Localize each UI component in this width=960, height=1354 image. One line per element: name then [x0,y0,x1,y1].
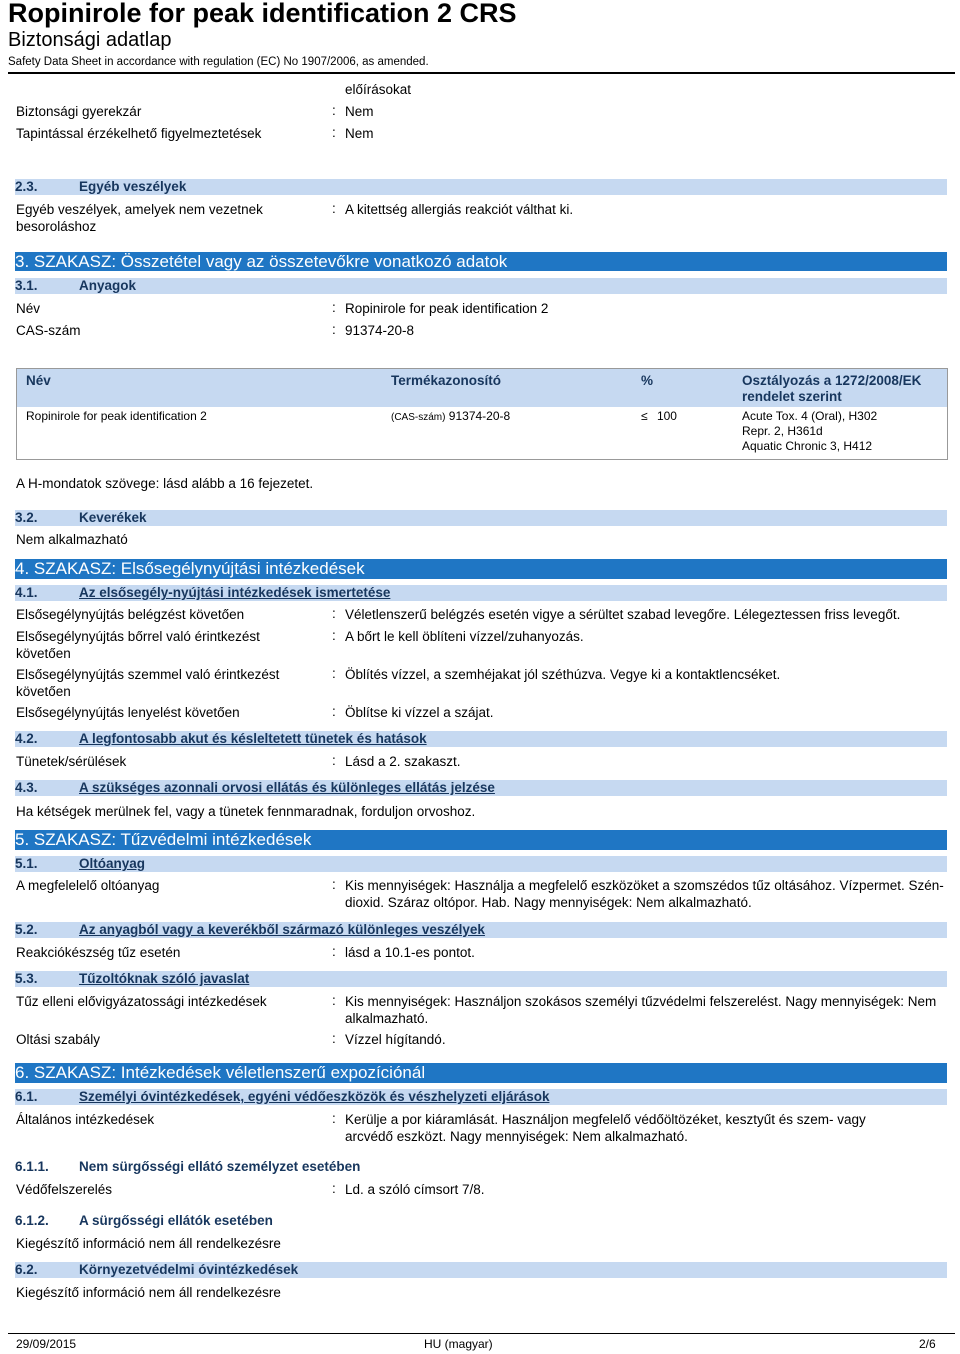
field-value: Kis mennyiségek: Használjon szokásos személyi tűzvédelmi felszerelést. Nagy mennyiségek: Nem alkalmazható. [345,994,937,1026]
section-title: 5. SZAKASZ: Tűzvédelmi intézkedések [15,830,312,849]
document-title: Ropinirole for peak identification 2 CRS [8,0,517,28]
colon: : [332,125,336,140]
subsection-title: Tűzoltóknak szóló javaslat [79,971,250,986]
field-value: A kitettség allergiás reakciót válthat ki. [345,202,574,217]
id-value: 91374-20-8 [448,409,511,423]
subsection-title: Keverékek [79,510,147,525]
subsection-3-1-header [15,278,947,294]
field-value: Kis mennyiségek: Használja a megfelelő eszközöket a szomszédos tűz oltásához. Vízpermet. Szén-dioxid. Száraz oltópor. Hab. Nagy mennyiségek: Nem alkalmazható. [345,878,944,910]
percent-symbol: ≤ [641,409,648,423]
field-label: Biztonsági gyerekzár [16,104,142,119]
subsection-text: Kiegészítő információ nem áll rendelkezésre [16,1285,281,1300]
field-label: Védőfelszerelés [16,1182,113,1197]
table-cell-percent [641,409,677,424]
table-cell-class: Acute Tox. 4 (Oral), H302 [742,409,878,423]
section-title: 6. SZAKASZ: Intézkedések véletlenszerű expozíciónál [15,1063,426,1082]
subsection-title: Az elsősegély-nyújtási intézkedések ismertetése [79,585,391,600]
field-value: Véletlenszerű belégzés esetén vigye a sérültet szabad levegőre. Lélegeztessen friss levegőt. [345,607,901,622]
h-statements-note: A H-mondatok szövege: lásd alább a 16 fejezetet. [16,476,314,491]
subsection-5-2-header [15,922,947,938]
field-label: Tűz elleni elővigyázatossági intézkedések [16,994,267,1009]
field-label: Elsősegélynyújtás belégzést követően [16,607,245,622]
column-header: Név [26,373,51,388]
colon: : [332,1031,336,1046]
field-label: Oltási szabály [16,1032,101,1047]
subsection-4-2-header [15,731,947,747]
subsection-number: 6.1. [15,1089,38,1104]
subsection-title: A szükséges azonnali orvosi ellátás és különleges ellátás jelzése [79,780,495,795]
field-value: Nem [345,104,374,119]
subsection-number: 5.1. [15,856,38,871]
subsection-text: Nem alkalmazható [16,532,128,547]
field-value: Nem [345,126,374,141]
subsection-text: Kiegészítő információ nem áll rendelkezésre [16,1236,281,1251]
subsection-title: Személyi óvintézkedések, egyéni védőeszközök és vészhelyzeti eljárások [79,1089,550,1104]
subsection-5-3-header [15,971,947,987]
subsection-number: 6.2. [15,1262,38,1277]
field-value: A bőrt le kell öblíteni vízzel/zuhanyozás. [345,629,584,644]
subsection-6-1-header [15,1089,947,1105]
footer-divider [8,1333,955,1334]
subsection-number: 6.1.2. [15,1213,49,1228]
colon: : [332,993,336,1008]
colon: : [332,1111,336,1126]
subsection-5-1-header [15,856,947,872]
percent-value: 100 [656,409,677,423]
table-header-row [17,369,947,407]
subsection-number: 4.2. [15,731,38,746]
subsection-4-1-header [15,585,947,601]
subsection-4-3-header [15,780,947,796]
field-value: Lásd a 2. szakaszt. [345,754,461,769]
colon: : [332,628,336,643]
colon: : [332,753,336,768]
field-value: Öblítse ki vízzel a szájat. [345,705,494,720]
subsection-text: Ha kétségek merülnek fel, vagy a tünetek fennmaradnak, forduljon orvoshoz. [16,804,476,819]
subsection-number: 4.1. [15,585,38,600]
colon: : [332,877,336,892]
field-label: Elsősegélynyújtás bőrrel való érintkezést követően [16,629,260,661]
field-label: Elsősegélynyújtás lenyelést követően [16,705,240,720]
subsection-3-2-header [15,510,947,526]
field-value: lásd a 10.1-es pontot. [345,945,475,960]
colon: : [332,201,336,216]
subsection-number: 5.3. [15,971,38,986]
field-label: Elsősegélynyújtás szemmel való érintkezést követően [16,667,280,699]
subsection-title: Anyagok [79,278,137,293]
footer-language: HU (magyar) [424,1337,493,1351]
field-label: Tünetek/sérülések [16,754,127,769]
regulation-note: Safety Data Sheet in accordance with regulation (EC) No 1907/2006, as amended. [8,56,429,68]
field-value: Ropinirole for peak identification 2 [345,301,549,316]
header-divider [8,72,955,74]
table-cell-class: Aquatic Chronic 3, H412 [742,439,873,453]
field-label: Reakciókészség tűz esetén [16,945,181,960]
footer-date: 29/09/2015 [16,1337,77,1351]
colon: : [332,666,336,681]
subsection-6-2-header [15,1262,947,1278]
subsection-number: 3.1. [15,278,38,293]
subsection-number: 5.2. [15,922,38,937]
colon: : [332,1181,336,1196]
section-3-header [15,252,947,271]
field-label: Általános intézkedések [16,1112,155,1127]
subsection-title: Egyéb veszélyek [79,179,187,194]
field-value: Vízzel hígítandó. [345,1032,446,1047]
subsection-title: A legfontosabb akut és késleltetett tünetek és hatások [79,731,427,746]
subsection-6-1-1-header [15,1159,947,1175]
subsection-title: Nem sürgősségi ellátó személyzet esetében [79,1159,361,1174]
field-value: Öblítés vízzel, a szemhéjakat jól széthúzva. Vegye ki a kontaktlencséket. [345,667,781,682]
subsection-number: 4.3. [15,780,38,795]
section-6-header [15,1063,947,1083]
colon: : [332,300,336,315]
subsection-number: 3.2. [15,510,38,525]
continued-text: előírásokat [345,82,412,97]
field-value: Ld. a szóló címsort 7/8. [345,1182,485,1197]
colon: : [332,103,336,118]
subsection-title: Környezetvédelmi óvintézkedések [79,1262,299,1277]
section-5-header [15,830,947,850]
section-title: 3. SZAKASZ: Összetétel vagy az összetevőkre vonatkozó adatok [15,252,508,271]
composition-table [16,368,948,460]
colon: : [332,606,336,621]
subsection-title: Az anyagból vagy a keverékből származó különleges veszélyek [79,922,485,937]
colon: : [332,944,336,959]
subsection-number: 2.3. [15,179,38,194]
field-value: Kerülje a por kiáramlását. Használjon megfelelő védőöltözéket, kesztyűt és szem- vagy arcvédő eszközt. Nagy mennyiségek: Nem alkalmazható. [345,1112,866,1144]
colon: : [332,704,336,719]
column-header: % [641,373,654,388]
field-label: Tapintással érzékelhető figyelmeztetések [16,126,262,141]
field-label: A megfelelelő oltóanyag [16,878,160,893]
subsection-2-3-header [15,179,947,195]
table-cell-id [391,409,510,425]
colon: : [332,322,336,337]
field-value: 91374-20-8 [345,323,415,338]
column-header: Termékazonosító [391,373,502,388]
footer-page-number: 2/6 [919,1337,936,1351]
subsection-title: A sürgősségi ellátók esetében [79,1213,273,1228]
section-title: 4. SZAKASZ: Elsősegélynyújtási intézkedések [15,559,365,578]
column-header: Osztályozás a 1272/2008/EK rendelet szerint [742,373,922,404]
subsection-number: 6.1.1. [15,1159,49,1174]
section-4-header [15,559,947,579]
subsection-title: Oltóanyag [79,856,146,871]
field-label: Egyéb veszélyek, amelyek nem vezetnek besoroláshoz [16,202,263,234]
field-label: CAS-szám [16,323,81,338]
document-subtitle: Biztonsági adatlap [8,29,172,51]
field-label: Név [16,301,41,316]
id-prefix: (CAS-szám) [391,412,446,423]
subsection-6-1-2-header [15,1213,947,1229]
table-cell-class: Repr. 2, H361d [742,424,823,438]
table-cell-name: Ropinirole for peak identification 2 [26,409,207,423]
